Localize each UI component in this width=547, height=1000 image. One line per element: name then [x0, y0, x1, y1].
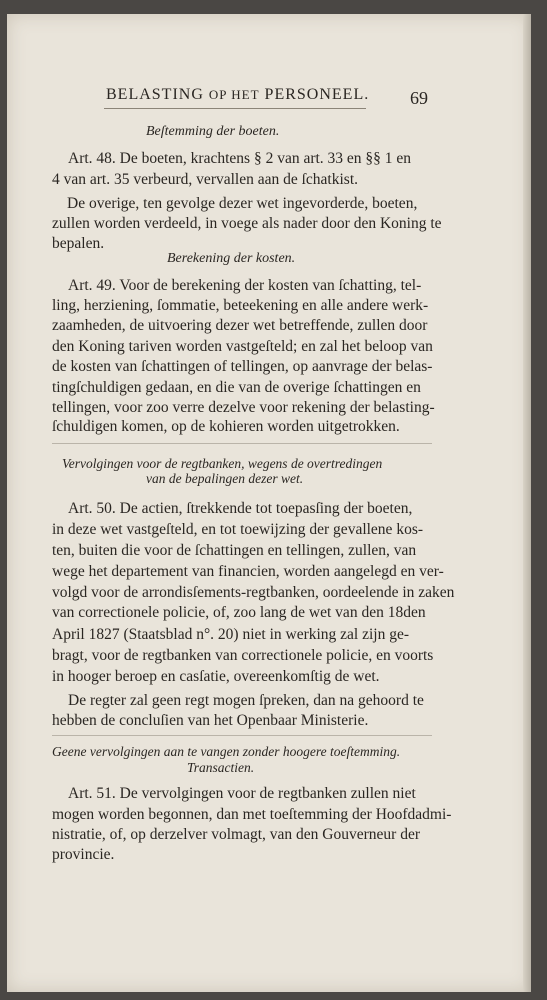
- header-rule: [104, 108, 366, 109]
- text-line: ling, herziening, ſommatie, beteekening en alle andere werk-: [52, 297, 429, 314]
- header-title-part1: BELASTING: [106, 86, 204, 103]
- section-rule: [52, 735, 432, 736]
- text-line: De overige, ten gevolge dezer wet ingevorderde, boeten,: [67, 195, 418, 212]
- text-line: tellingen, voor zoo verre dezelve voor rekening der belasting-: [52, 399, 435, 416]
- text-line: wege het departement van financien, worden aangelegd en ver-: [52, 563, 444, 580]
- text-line: mogen worden begonnen, dan met toeſtemming der Hoofdadmi-: [52, 806, 452, 823]
- page-edge: [523, 14, 531, 992]
- section-heading: van de bepalingen dezer wet.: [146, 471, 304, 486]
- page-number: 69: [410, 88, 428, 108]
- section-heading: Geene vervolgingen aan te vangen zonder hoogere toeſtemming.: [52, 744, 401, 759]
- text-line: 4 van art. 35 verbeurd, vervallen aan de ſchatkist.: [52, 171, 359, 188]
- text-line: Art. 48. De boeten, krachtens § 2 van art. 33 en §§ 1 en: [68, 150, 412, 167]
- text-line: volgd voor de arrondisſements-regtbanken, oordeelende in zaken: [52, 584, 455, 601]
- text-line: Art. 50. De actien, ſtrekkende tot toepasſing der boeten,: [68, 500, 413, 517]
- text-line: De regter zal geen regt mogen ſpreken, dan na gehoord te: [68, 692, 424, 709]
- header-title-part2: OP HET: [208, 87, 260, 102]
- text-line: ten, buiten die voor de ſchattingen en tellingen, zullen, van: [52, 542, 417, 559]
- text-line: in hooger beroep en casſatie, overeenkomſtig de wet.: [52, 668, 380, 685]
- section-rule: [52, 443, 432, 444]
- text-line: Art. 49. Voor de berekening der kosten van ſchatting, tel-: [68, 277, 422, 294]
- text-line: bepalen.: [52, 235, 105, 252]
- text-line: zaamheden, de uitvoering dezer wet betreffende, zullen door: [52, 317, 428, 334]
- section-heading: Berekening der kosten.: [167, 251, 296, 266]
- text-line: Art. 51. De vervolgingen voor de regtbanken zullen niet: [68, 785, 416, 802]
- text-line: nistratie, of, op derzelver volmagt, van den Gouverneur der: [52, 826, 420, 843]
- text-line: de kosten van ſchattingen of tellingen, op aanvrage der belas-: [52, 358, 433, 375]
- section-heading: Vervolgingen voor de regtbanken, wegens de overtredingen: [62, 456, 383, 471]
- text-line: hebben de concluſien van het Openbaar Ministerie.: [52, 712, 369, 729]
- text-line: zullen worden verdeeld, in voege als nader door den Koning te: [52, 215, 442, 232]
- section-heading: Transactien.: [187, 760, 255, 775]
- text-line: bragt, voor de regtbanken van correctionele policie, en voorts: [52, 647, 434, 664]
- section-heading: Beſtemming der boeten.: [146, 124, 280, 139]
- text-line: den Koning tariven worden vastgeſteld; en zal het beloop van: [52, 338, 433, 355]
- header-title-part3: PERSONEEL.: [264, 86, 370, 103]
- text-line: provincie.: [52, 846, 115, 863]
- text-line: ſchuldigen komen, op de kohieren worden uitgetrokken.: [52, 418, 400, 435]
- running-header: [106, 86, 369, 104]
- text-line: April 1827 (Staatsblad n°. 20) niet in werking zal zijn ge-: [52, 626, 410, 643]
- text-line: van correctionele policie, of, zoo lang de wet van den 18den: [52, 604, 426, 621]
- text-line: tingſchuldigen gedaan, en die van de overige ſchattingen en: [52, 379, 421, 396]
- text-line: in deze wet vastgeſteld, en tot toewijzing der gevallene kos-: [52, 521, 424, 538]
